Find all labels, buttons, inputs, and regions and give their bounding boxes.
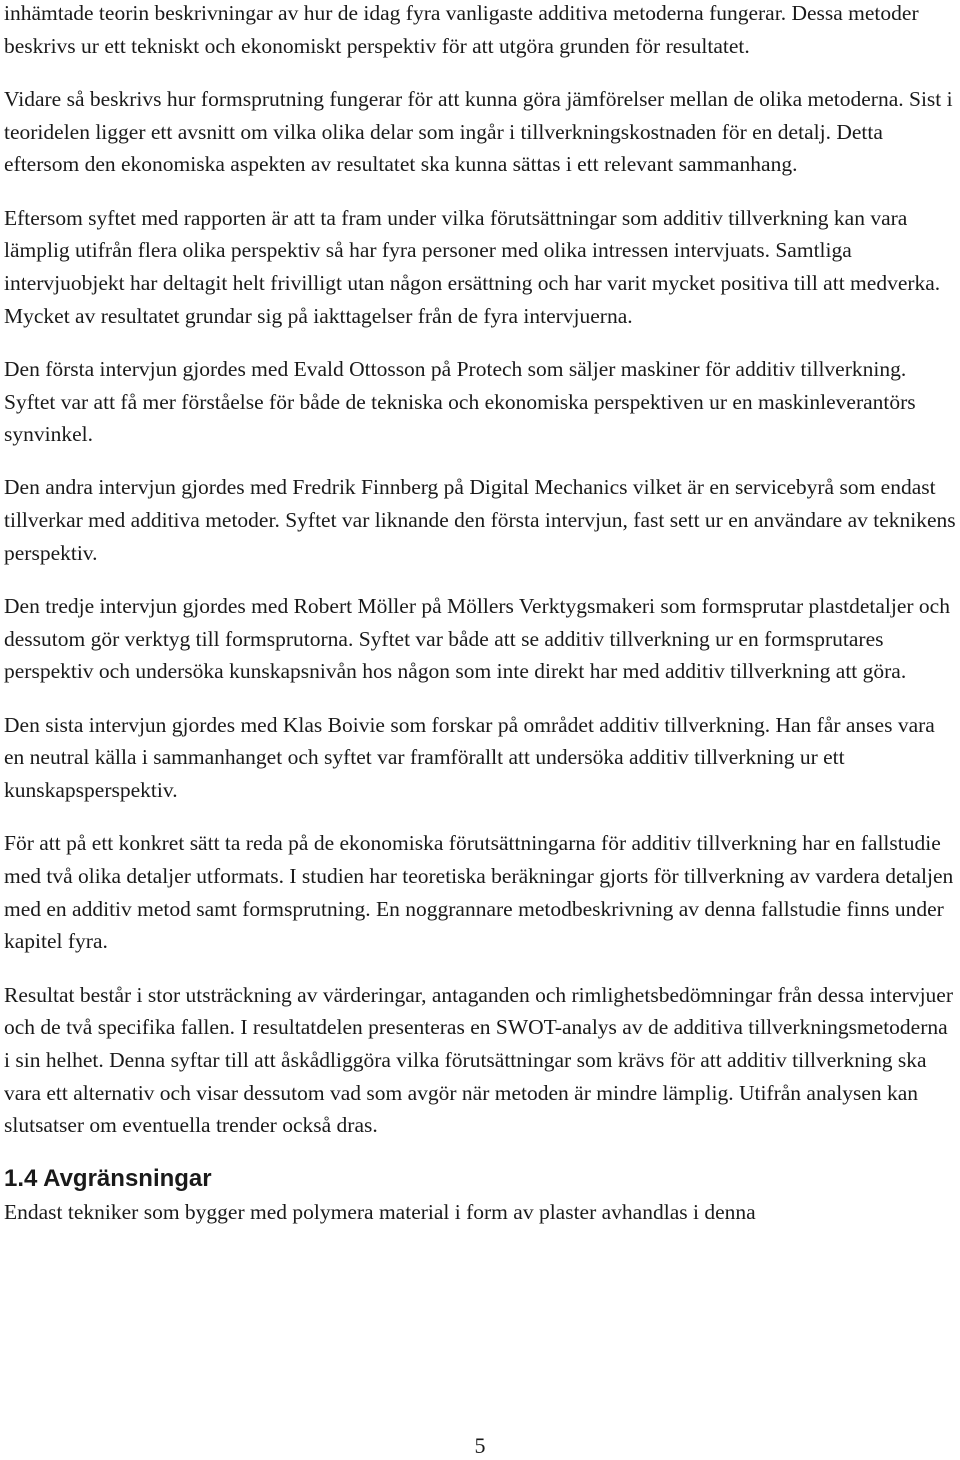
paragraph-interview-3: Den tredje intervjun gjordes med Robert Möller på Möllers Verktygsmakeri som formsprutar plastdetaljer och dessutom gör verktyg till formsprutorna. Syftet var både att se additiv tillverkning ur en formsprutares perspektiv och undersöka kunskapsnivån hos någon som inte direkt har med additiv tillverkning att göra. <box>4 594 950 684</box>
section-text: Endast tekniker som bygger med polymera material i form av plaster avhandlas i denna <box>4 1200 756 1225</box>
page-number: 5 <box>474 1433 486 1458</box>
paragraph-interview-4: Den sista intervjun gjordes med Klas Boivie som forskar på området additiv tillverkning. Han får anses vara en neutral källa i sammanhanget och syftet var framförallt att undersöka additiv tillverkning ur ett kunskapsperspektiv. <box>4 712 935 803</box>
paragraph-method-overview: Vidare så beskrivs hur formsprutning fungerar för att kunna göra jämförelser mellan de olika metoderna. Sist i teoridelen ligger ett avsnitt om vilka olika delar som ingår i tillverkningskostnaden för en detalj. Detta eftersom den ekonomiska aspekten av resultatet ska kunna sättas i ett relevant sammanhang. <box>4 86 953 177</box>
paragraph-interview-2: Den andra intervjun gjordes med Fredrik Finnberg på Digital Mechanics vilket är en servicebyrå som endast tillverkar med additiva metoder. Syftet var liknande den första intervjun, fast sett ur en användare av teknikens perspektiv. <box>4 475 956 565</box>
section-heading: 1.4 Avgränsningar <box>4 1165 212 1193</box>
paragraph-intro: inhämtade teorin beskrivningar av hur de idag fyra vanligaste additiva metoderna fungerar. Dessa metoder beskrivs ur ett tekniskt och ekonomiskt perspektiv för att utgöra grunden för resultatet. <box>4 1 919 58</box>
paragraph-interview-1: Den första intervjun gjordes med Evald Ottosson på Protech som säljer maskiner för additiv tillverkning. Syftet var att få mer förståelse för både de tekniska och ekonomiska perspektiven ur en maskinleverantörs synvinkel. <box>4 356 916 447</box>
paragraph-results: Resultat består i stor utsträckning av värderingar, antaganden och rimlighetsbedömningar från dessa intervjuer och de två specifika fallen. I resultatdelen presenteras en SWOT-analys av de additiva tillverkningsmetoderna i sin helhet. Denna syftar till att åskådliggöra vilka förutsättningar som krävs för att additiv tillverkning ska vara ett alternativ och visar dessutom vad som avgör när metoden är mindre lämplig. Utifrån analysen kan slutsatser om eventuella trender också dras. <box>4 982 954 1138</box>
paragraph-interviews: Eftersom syftet med rapporten är att ta fram under vilka förutsättningar som additiv tillverkning kan vara lämplig utifrån flera olika perspektiv så har fyra personer med olika intressen intervjuats. Samtliga intervjuobjekt har deltagit helt frivilligt utan någon ersättning och har varit mycket positiva till att medverka. Mycket av resultatet grundar sig på iakttagelser från de fyra intervjuerna. <box>4 205 941 328</box>
document-page <box>4 0 956 1458</box>
paragraph-case-study: För att på ett konkret sätt ta reda på de ekonomiska förutsättningarna för additiv tillverkning har en fallstudie med två olika detaljer utformats. I studien har teoretiska beräkningar gjorts för tillverkning av vardera detaljen med en additiv metod samt formsprutning. En noggrannare metodbeskrivning av denna fallstudie finns under kapitel fyra. <box>4 831 954 954</box>
